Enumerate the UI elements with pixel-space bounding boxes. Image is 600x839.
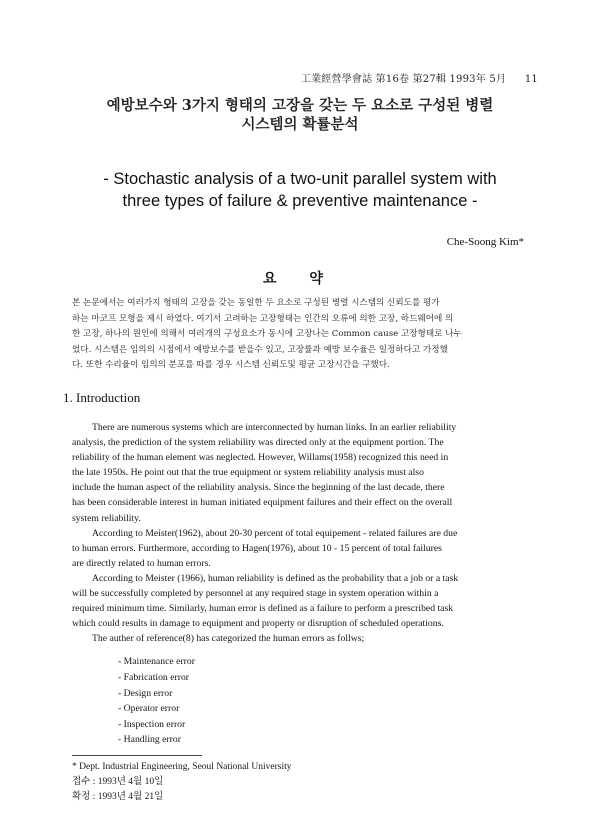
text-line: reliability of the human element was neglected. However, Willams(1958) recognized this need in bbox=[72, 452, 449, 464]
text-line: the late 1950s. He point out that the true equipment or system reliability analysis must also bbox=[72, 467, 424, 479]
abstract-body bbox=[72, 296, 534, 374]
text-line: According to Meister (1966), human reliability is defined as the probability that a job or a task bbox=[92, 572, 459, 584]
abstract-line: 었다. 시스템은 임의의 시점에서 예방보수를 받을수 있고, 고장률과 예방 보수율은 일정하다고 가정했 bbox=[72, 344, 448, 355]
author-affiliation-footnote: * Dept. Industrial Engineering, Seoul National University bbox=[72, 762, 292, 772]
author-name: Che-Soong Kim* bbox=[446, 236, 524, 248]
list-item: - Fabrication error bbox=[118, 672, 190, 683]
text-line: According to Meister(1962), about 20-30 percent of total equipement - related failures are due bbox=[92, 527, 458, 539]
abstract-line: 하는 마코프 모형을 제시 하였다. 여기서 고려하는 고장형태는 인간의 오류에 의한 고장, 하드웨어에 의 bbox=[72, 313, 454, 324]
running-header bbox=[301, 70, 538, 85]
korean-title-line-1: 예방보수와 3가지 형태의 고장을 갖는 두 요소로 구성된 병렬 bbox=[106, 97, 494, 114]
text-line: There are numerous systems which are interconnected by human links. In an earlier reliability bbox=[92, 422, 457, 433]
korean-title-line-2: 시스템의 확률분석 bbox=[241, 116, 359, 133]
list-item: - Operator error bbox=[118, 703, 180, 715]
english-title bbox=[60, 168, 540, 212]
paragraph-1 bbox=[72, 420, 538, 526]
list-item: - Maintenance error bbox=[118, 656, 195, 668]
korean-title bbox=[60, 96, 540, 134]
footnotes bbox=[72, 760, 292, 805]
text-line: required minimum time. Similarly, human error is defined as a failure to perform a prescribed task bbox=[72, 603, 454, 615]
section-heading: 1. Introduction bbox=[63, 390, 141, 405]
page-number: 11 bbox=[524, 74, 538, 85]
text-line: will be successfully completed by personnel at any required stage in system operation within a bbox=[72, 588, 439, 600]
accepted-date: 확정 : 1993년 4월 21일 bbox=[72, 792, 164, 802]
text-line: to human errors. Furthermore, according to Hagen(1976), about 10 - 15 percent of total failures bbox=[72, 542, 442, 554]
text-line: include the human aspect of the reliability analysis. Since the beginning of the last decade, there bbox=[72, 482, 445, 494]
abstract-line: 한 고장, 하나의 원인에 의해서 여러개의 구성요소가 동시에 고장나는 Common cause 고장형태로 나누 bbox=[72, 329, 462, 340]
list-item: - Handling error bbox=[118, 734, 181, 746]
text-line: system reliability. bbox=[72, 512, 141, 524]
text-line: are directly related to human errors. bbox=[72, 557, 211, 569]
paragraph-4 bbox=[72, 631, 538, 646]
abstract-line: 다. 또한 수리율이 임의의 분포를 따를 경우 시스템 신뢰도및 평균 고장시간을 구했다. bbox=[72, 360, 390, 371]
received-date: 접수 : 1993년 4월 10일 bbox=[72, 777, 164, 787]
english-title-line-1: - Stochastic analysis of a two-unit parallel system with bbox=[103, 170, 497, 188]
text-line: The auther of reference(8) has categorized the human errors as follws; bbox=[92, 633, 365, 645]
abstract-line: 본 논문에서는 여러가지 형태의 고장을 갖는 동일한 두 요소로 구성된 병렬 시스템의 신뢰도를 평가 bbox=[72, 298, 440, 308]
text-line: which could results in damage to equipment and property or disruption of scheduled operations. bbox=[72, 618, 444, 630]
journal-citation: 工業經營學會誌 第16卷 第27輯 1993年 5月 bbox=[300, 74, 507, 85]
paragraph-2 bbox=[72, 526, 538, 571]
text-line: has been considerable interest in human initiated equipment failures and their effect on the overall bbox=[72, 497, 453, 509]
abstract-heading: 요 약 bbox=[263, 271, 337, 287]
list-item: - Inspection error bbox=[118, 718, 186, 730]
text-line: analysis, the prediction of the system reliability was directed only at the equipment portion. The bbox=[72, 437, 444, 449]
footnote-divider bbox=[72, 755, 202, 756]
human-error-list bbox=[72, 654, 538, 748]
introduction-body bbox=[72, 420, 538, 748]
paragraph-3 bbox=[72, 571, 538, 631]
english-title-line-2: three types of failure & preventive maintenance - bbox=[122, 192, 478, 210]
list-item: - Design error bbox=[118, 687, 173, 699]
